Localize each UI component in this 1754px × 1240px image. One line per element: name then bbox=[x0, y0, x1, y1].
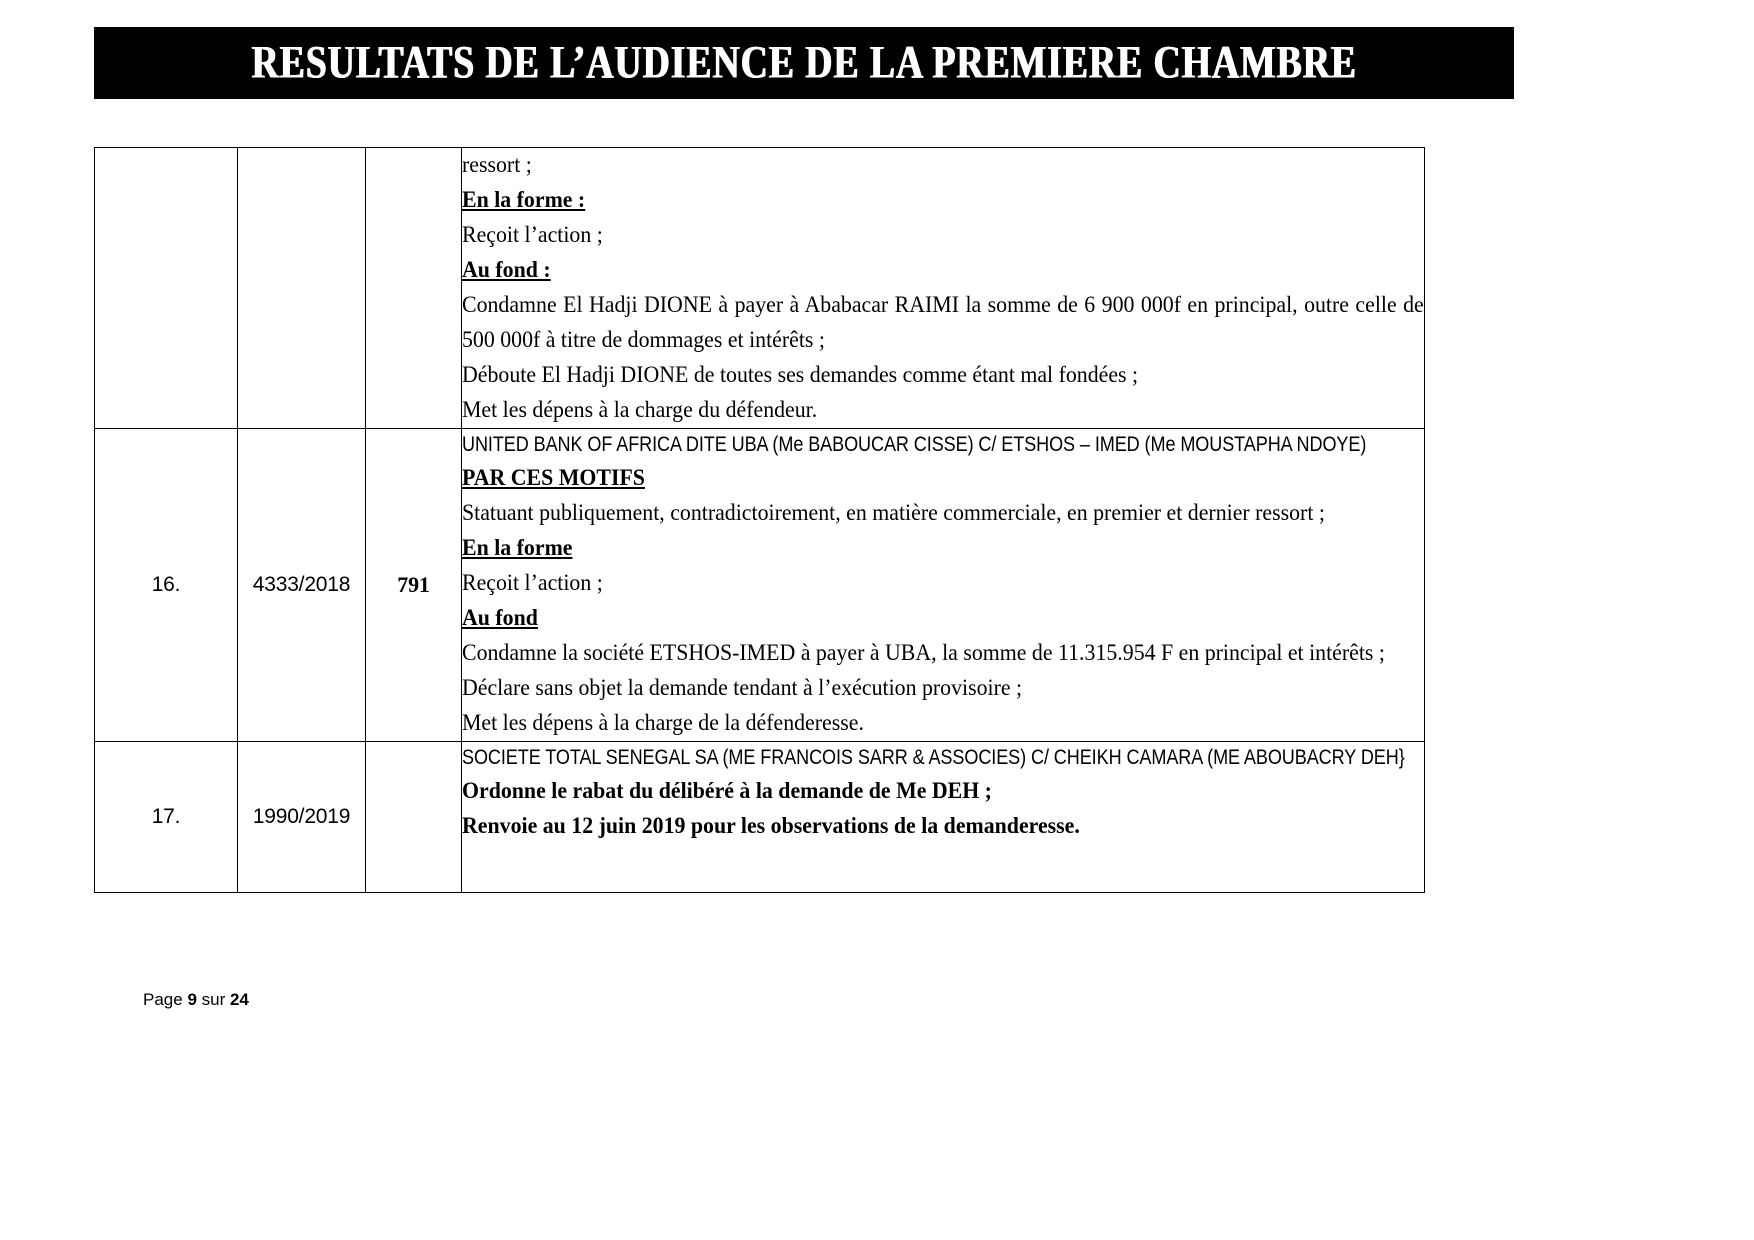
case-number-cell: 1990/2019 bbox=[238, 742, 366, 893]
decision-paragraph: Statuant publiquement, contradictoirement, en matière commerciale, en premier et dernier ressort ; bbox=[462, 500, 1325, 526]
case-number-cell: 4333/2018 bbox=[238, 429, 366, 742]
decision-line: Déboute El Hadji DIONE de toutes ses demandes comme étant mal fondées ; bbox=[462, 362, 1139, 388]
decision-number-cell bbox=[366, 742, 462, 893]
decision-line: Met les dépens à la charge de la défenderesse. bbox=[462, 710, 864, 736]
page-title-banner bbox=[94, 27, 1514, 99]
footer-page-number: 9 bbox=[187, 990, 197, 1009]
decision-subheading: PAR CES MOTIFS bbox=[462, 465, 645, 491]
footer-middle: sur bbox=[196, 990, 230, 1009]
decision-number-cell bbox=[366, 148, 462, 429]
decision-text-cell bbox=[462, 742, 1425, 893]
decision-text-cell bbox=[462, 429, 1425, 742]
parties-header: UNITED BANK OF AFRICA DITE UBA (Me BABOUCAR CISSE) C/ ETSHOS – IMED (Me MOUSTAPHA NDOYE) bbox=[462, 433, 1367, 456]
footer-total-pages: 24 bbox=[229, 990, 249, 1009]
case-number-cell bbox=[238, 148, 366, 429]
decision-number-cell: 791 bbox=[366, 429, 462, 742]
row-index-cell: 17. bbox=[95, 742, 238, 893]
page-title: RESULTATS DE L’AUDIENCE DE LA PREMIERE CHAMBRE bbox=[251, 37, 1357, 89]
table-row bbox=[95, 742, 1425, 893]
row-index-cell: 16. bbox=[95, 429, 238, 742]
footer-prefix: Page bbox=[143, 990, 188, 1009]
decision-text-cell bbox=[462, 148, 1425, 429]
decision-line: Reçoit l’action ; bbox=[462, 222, 603, 248]
decision-line: Déclare sans objet la demande tendant à l’exécution provisoire ; bbox=[462, 675, 1023, 701]
parties-header: SOCIETE TOTAL SENEGAL SA (ME FRANCOIS SARR & ASSOCIES) C/ CHEIKH CAMARA (ME ABOUBACRY DEH} bbox=[462, 746, 1405, 769]
decision-subheading: En la forme bbox=[462, 535, 573, 561]
table-row bbox=[95, 429, 1425, 742]
decision-subheading: Au fond bbox=[462, 605, 538, 631]
decision-line: Renvoie au 12 juin 2019 pour les observations de la demanderesse. bbox=[462, 813, 1080, 839]
table-row bbox=[95, 148, 1425, 429]
decision-line: ressort ; bbox=[462, 152, 532, 178]
decision-paragraph: Condamne la société ETSHOS-IMED à payer à UBA, la somme de 11.315.954 F en principal et intérêts ; bbox=[462, 640, 1385, 666]
hearing-results-table bbox=[94, 147, 1425, 893]
decision-line: Ordonne le rabat du délibéré à la demande de Me DEH ; bbox=[462, 778, 992, 804]
decision-subheading: Au fond : bbox=[462, 257, 551, 283]
decision-paragraph: Condamne El Hadji DIONE à payer à Ababacar RAIMI la somme de 6 900 000f en principal, outre celle de 500 000f à titre de dommages et intérêts ; bbox=[462, 292, 1424, 353]
decision-subheading: En la forme : bbox=[462, 187, 586, 213]
decision-line: Met les dépens à la charge du défendeur. bbox=[462, 397, 818, 423]
page-footer bbox=[143, 990, 249, 1010]
row-index-cell bbox=[95, 148, 238, 429]
decision-line: Reçoit l’action ; bbox=[462, 570, 603, 596]
